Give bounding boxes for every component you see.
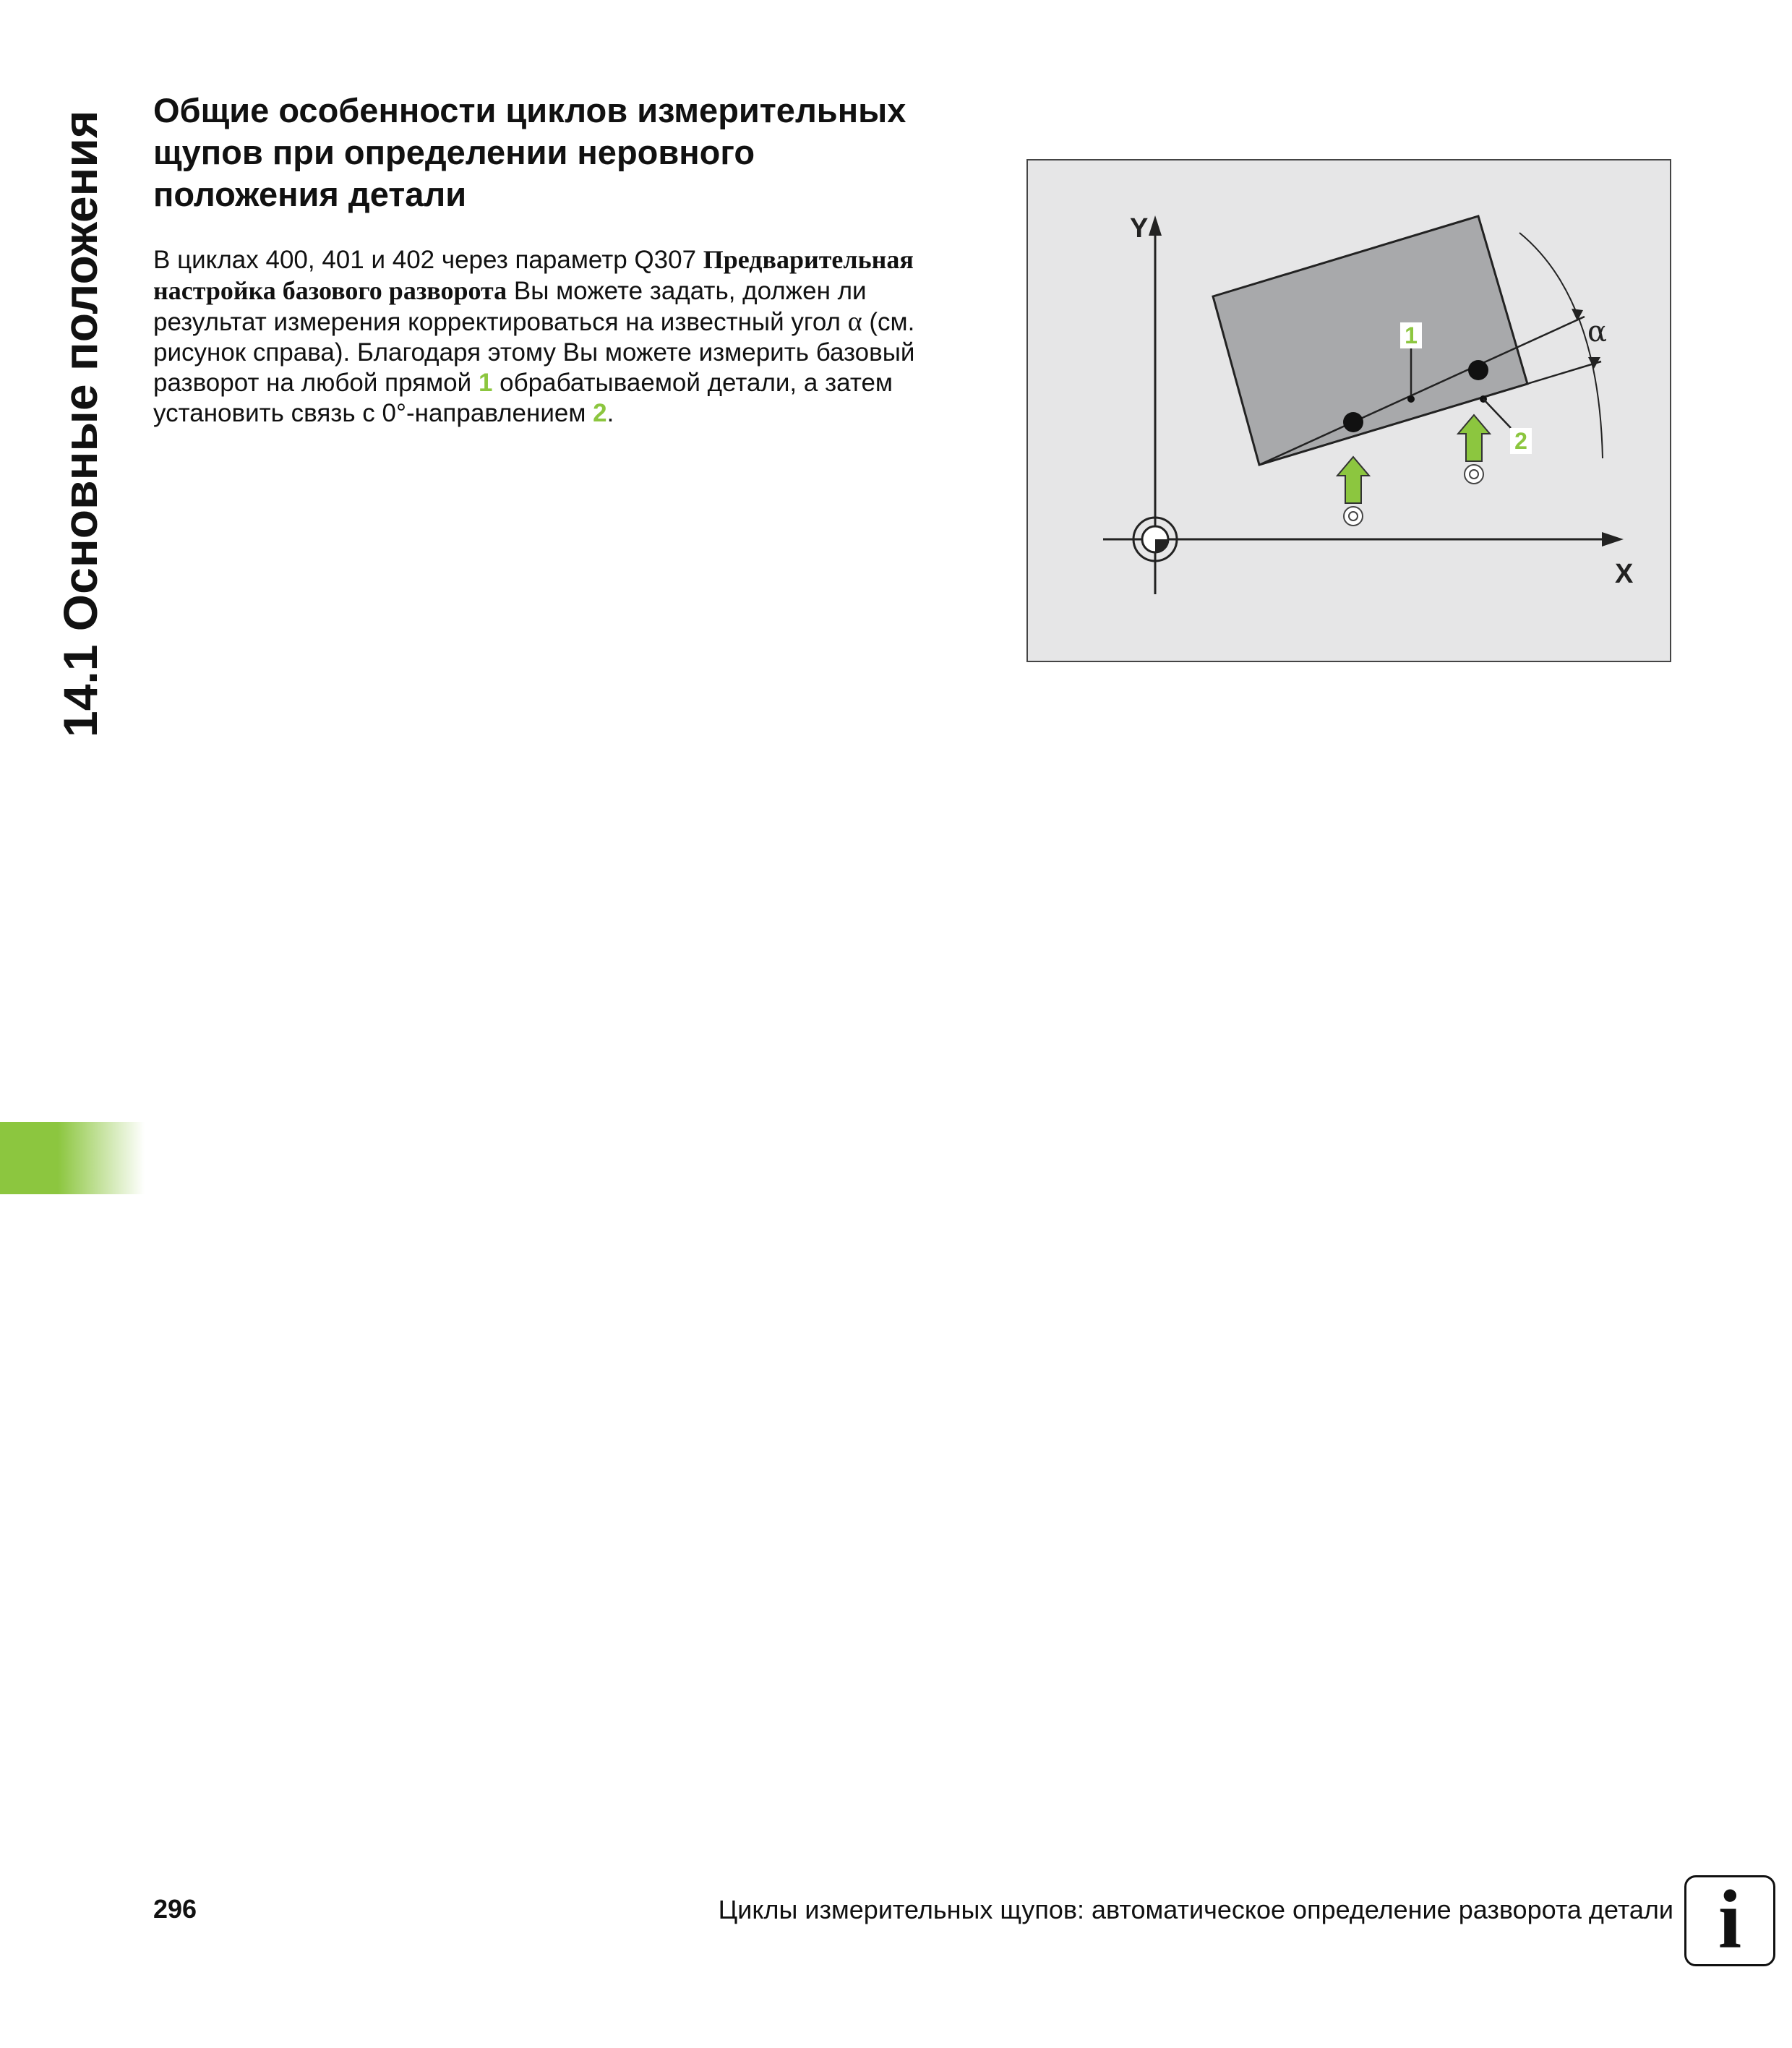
text-span: Вы можете задать, должен ли bbox=[507, 277, 867, 305]
chapter-tab-marker bbox=[0, 1122, 145, 1194]
probe-arrow-2 bbox=[1458, 415, 1490, 461]
probe-symbol-2 bbox=[1465, 465, 1483, 484]
text-span: В циклах 400, 401 и 402 через параметр Q307 bbox=[153, 246, 703, 274]
parameter-name: Предварительная bbox=[703, 245, 914, 274]
callout-1-dot bbox=[1407, 395, 1415, 403]
y-axis-label: Y bbox=[1130, 213, 1149, 244]
callout-2-leader bbox=[1483, 399, 1511, 428]
paragraph-line bbox=[153, 398, 1006, 429]
heading-line: Общие особенности циклов измерительных bbox=[153, 91, 906, 129]
paragraph-line bbox=[153, 275, 1006, 307]
alpha-symbol: α bbox=[847, 307, 862, 337]
body-paragraph bbox=[153, 244, 1006, 429]
probe-point-2 bbox=[1468, 360, 1488, 380]
x-axis-arrowhead bbox=[1602, 532, 1624, 547]
x-axis-label: X bbox=[1615, 559, 1634, 589]
probe-point-1 bbox=[1343, 412, 1363, 432]
heading-line: положения детали bbox=[153, 175, 467, 213]
callout-2-label: 2 bbox=[1514, 428, 1527, 454]
text-span: (см. bbox=[862, 308, 915, 336]
text-span: разворот на любой прямой bbox=[153, 369, 479, 397]
parameter-name: настройка базового разворота bbox=[153, 276, 507, 305]
paragraph-line bbox=[153, 368, 1006, 398]
text-span: результат измерения корректироваться на известный угол bbox=[153, 308, 848, 336]
paragraph-line bbox=[153, 244, 1006, 275]
page-number: 296 bbox=[153, 1894, 197, 1924]
y-axis-arrowhead bbox=[1149, 215, 1162, 236]
text-span: обрабатываемой детали, а затем bbox=[492, 369, 893, 397]
diagram-svg bbox=[1028, 160, 1673, 664]
callout-ref-2: 2 bbox=[593, 399, 607, 427]
probe-diagram bbox=[1026, 159, 1671, 662]
probe-arrow-1 bbox=[1337, 457, 1369, 503]
probe-symbol-1 bbox=[1344, 507, 1363, 526]
datum-quadrant bbox=[1155, 539, 1168, 552]
section-heading bbox=[153, 90, 1021, 215]
info-glyph: i bbox=[1718, 1874, 1742, 1966]
footer-chapter-title: Циклы измерительных щупов: автоматическое определение разворота детали bbox=[718, 1895, 1673, 1924]
info-icon bbox=[1684, 1875, 1775, 1966]
text-span: . bbox=[606, 399, 614, 427]
chapter-section-title: 14.1 Основные положения bbox=[53, 110, 107, 737]
angle-arrowhead-top bbox=[1572, 309, 1583, 321]
paragraph-line bbox=[153, 307, 1006, 338]
callout-ref-1: 1 bbox=[478, 369, 493, 397]
heading-line: щупов при определении неровного bbox=[153, 133, 755, 171]
callout-1-label: 1 bbox=[1405, 322, 1418, 348]
text-span: установить связь с 0°-направлением bbox=[153, 399, 593, 427]
paragraph-line: рисунок справа). Благодаря этому Вы можете измерить базовый bbox=[153, 338, 915, 367]
alpha-label: α bbox=[1587, 315, 1608, 348]
